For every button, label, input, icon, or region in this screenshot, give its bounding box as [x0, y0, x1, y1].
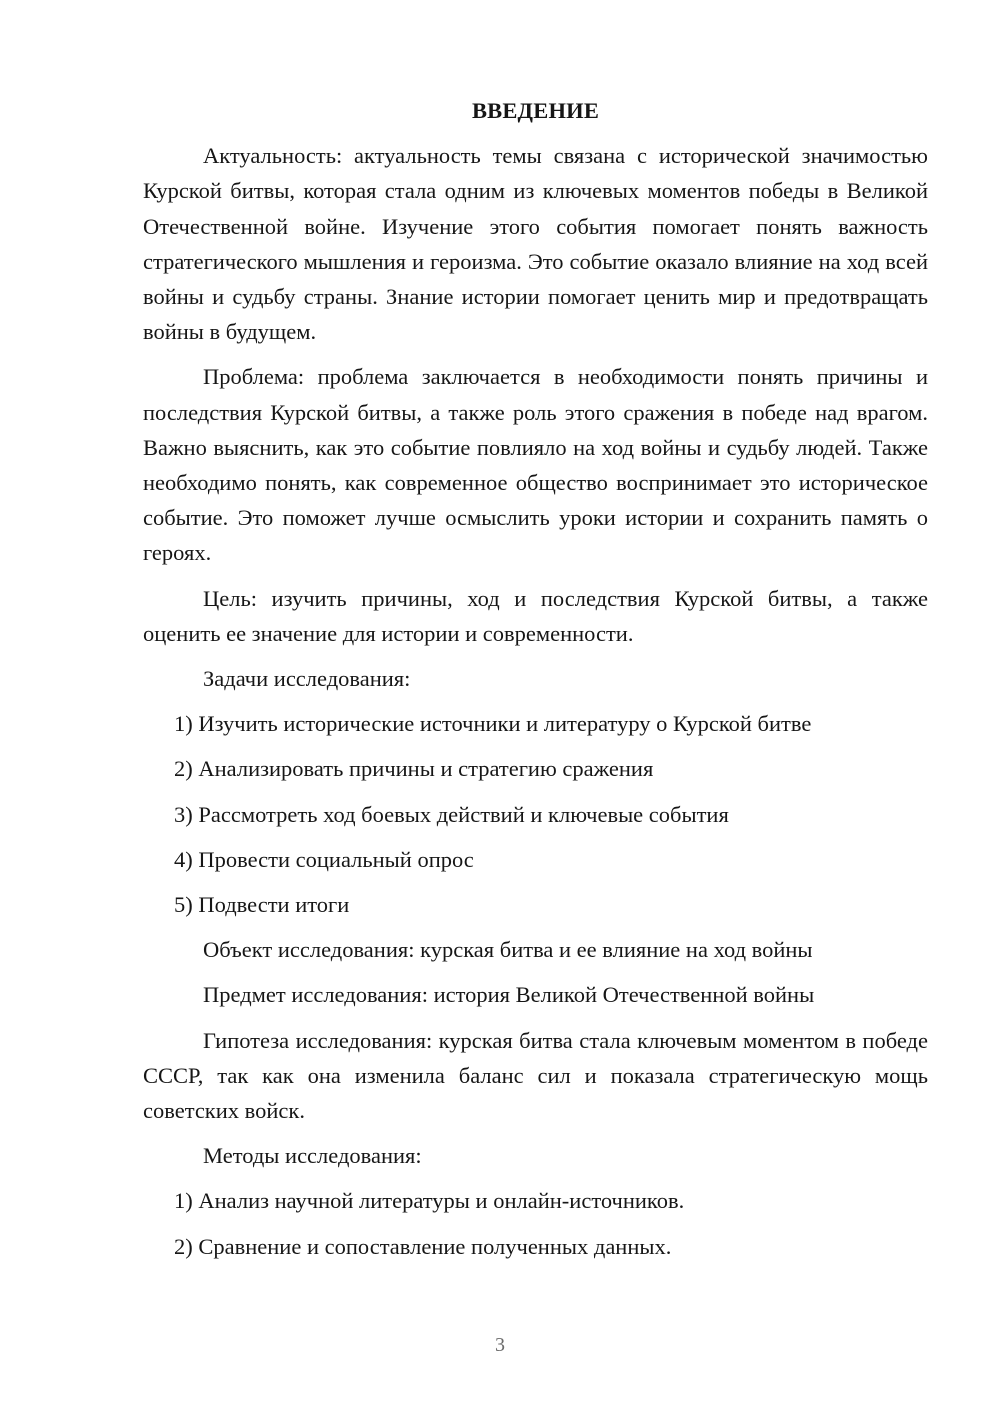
task-item: 2) Анализировать причины и стратегию сражения — [174, 756, 654, 782]
hypothesis-paragraph: Гипотеза исследования: курская битва стала ключевым моментом в победе СССР, так как она изменила баланс сил и показала стратегическую мощь советских войск. — [143, 1027, 928, 1124]
problem-paragraph: Проблема: проблема заключается в необходимости понять причины и последствия Курской битвы, а также роль этого сражения в победе над врагом. Важно выяснить, как это событие повлияло на ход войны и судьбу людей. Также необходимо понять, как современное общество воспринимает это историческое событие. Это поможет лучше осмыслить уроки истории и сохранить память о героях. — [143, 364, 928, 566]
task-item: 4) Провести социальный опрос — [174, 846, 474, 872]
task-item: 5) Подвести итоги — [174, 892, 350, 918]
methods-title: Методы исследования: — [203, 1143, 422, 1169]
method-item: 1) Анализ научной литературы и онлайн-источников. — [174, 1188, 685, 1214]
relevance-paragraph: Актуальность: актуальность темы связана с исторической значимостью Курской битвы, которая стала одним из ключевых моментов победы в Великой Отечественной войне. Изучение этого события помогает понять важность стратегического мышления и героизма. Это событие оказало влияние на ход всей войны и судьбу страны. Знание истории помогает ценить мир и предотвращать войны в будущем. — [143, 143, 928, 345]
page-number: 3 — [495, 1334, 505, 1356]
task-item: 3) Рассмотреть ход боевых действий и ключевые события — [174, 801, 729, 827]
tasks-title: Задачи исследования: — [203, 666, 411, 692]
research-object: Объект исследования: курская битва и ее влияние на ход войны — [203, 937, 813, 963]
page-content — [143, 93, 928, 1274]
method-item: 2) Сравнение и сопоставление полученных данных. — [174, 1233, 672, 1259]
section-heading: ВВЕДЕНИЕ — [471, 98, 600, 123]
research-subject: Предмет исследования: история Великой Отечественной войны — [203, 982, 815, 1008]
goal-paragraph: Цель: изучить причины, ход и последствия Курской битвы, а также оценить ее значение для истории и современности. — [143, 585, 928, 646]
task-item: 1) Изучить исторические источники и литературу о Курской битве — [174, 711, 812, 737]
